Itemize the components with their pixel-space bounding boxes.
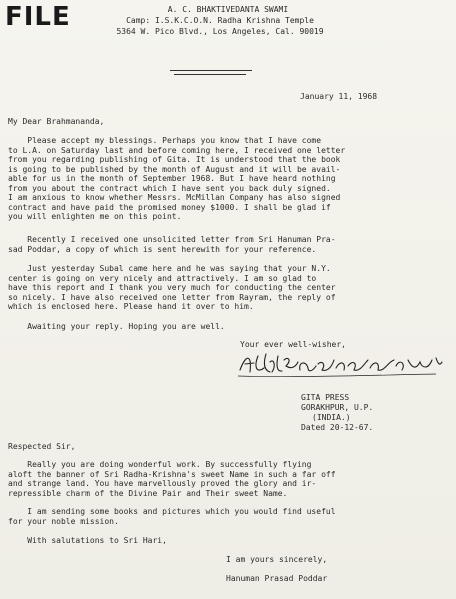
- enclosure-signoff: Hanuman Prasad Poddar: [226, 574, 328, 583]
- letterhead-address: 5364 W. Pico Blvd., Los Angeles, Cal. 90019: [116, 27, 324, 36]
- text-line: Just yesterday Subal came here and he was saying that your N.Y.: [8, 264, 331, 273]
- recipient-line: (INDIA.): [312, 413, 351, 422]
- handwritten-signature: [236, 348, 446, 380]
- text-line: repressible charm of the Divine Pair and Their sweet Name.: [8, 488, 288, 498]
- recipient-line: GITA PRESS: [301, 393, 350, 402]
- text-line: which is enclosed here. Please hand it over to him.: [8, 302, 254, 311]
- text-line: Recently I received one unsolicited letter from Sri Hanuman Pra-: [8, 235, 336, 244]
- text-line: and strange land. You have marvellously proved the glory and ir-: [8, 479, 317, 488]
- enclosure-paragraph-3: With salutations to Sri Hari,: [8, 536, 167, 545]
- letter-closing: Your ever well-wisher,: [240, 340, 346, 349]
- text-line: so nicely. I have also received one letter from Rayram, the reply of: [8, 292, 336, 302]
- text-line: Please accept my blessings. Perhaps you know that I have come: [8, 136, 322, 145]
- text-line: from you regarding publishing of Gita. It is understood that the book: [8, 155, 341, 164]
- text-line: Really you are doing wonderful work. By successfully flying: [8, 460, 312, 469]
- text-line: contract and have paid the promised money $1000. I shall be glad if: [8, 202, 331, 212]
- letterhead-name: A. C. BHAKTIVEDANTA SWAMI: [167, 5, 289, 14]
- text-line: able for us in the month of September 1968. But I have heard nothing: [8, 174, 336, 183]
- text-line: center is going on very nicely and attractively. I am so glad to: [8, 273, 317, 283]
- enclosure-salutation: Respected Sir,: [8, 442, 76, 451]
- text-line: I am anxious to know whether Messrs. McMillan Company has also signed: [8, 193, 341, 202]
- letterhead-rule-bottom: [174, 74, 246, 75]
- enclosure-closing: I am yours sincerely,: [226, 555, 328, 564]
- letter-date: January 11, 1968: [300, 92, 378, 101]
- letterhead-rule-top: [170, 70, 252, 71]
- paragraph-4: Awaiting your reply. Hoping you are well.: [8, 322, 225, 331]
- text-line: is going to be published by the month of August and it will be avail-: [8, 164, 341, 174]
- text-line: to L.A. on Saturday last and before coming here, I received one letter: [8, 145, 346, 155]
- recipient-line: Dated 20-12-67.: [301, 423, 374, 432]
- text-line: from you about the contract which I have sent you back duly signed.: [8, 183, 331, 193]
- letter-salutation: My Dear Brahmananda,: [8, 117, 105, 126]
- text-line: aloft the banner of Sri Radha-Krishna's sweet Name in such a far off: [8, 469, 336, 479]
- recipient-line: GORAKHPUR, U.P.: [301, 403, 374, 412]
- text-line: I am sending some books and pictures which you would find useful: [8, 507, 336, 516]
- text-line: for your noble mission.: [8, 516, 119, 526]
- letterhead-camp: Camp: I.S.K.C.O.N. Radha Krishna Temple: [126, 16, 314, 25]
- text-line: have this report and I thank you very much for conducting the center: [8, 283, 336, 292]
- text-line: sad Poddar, a copy of which is sent herewith for your reference.: [8, 244, 317, 254]
- text-line: you will enlighten me on this point.: [8, 212, 182, 221]
- file-stamp: FILE: [5, 2, 71, 32]
